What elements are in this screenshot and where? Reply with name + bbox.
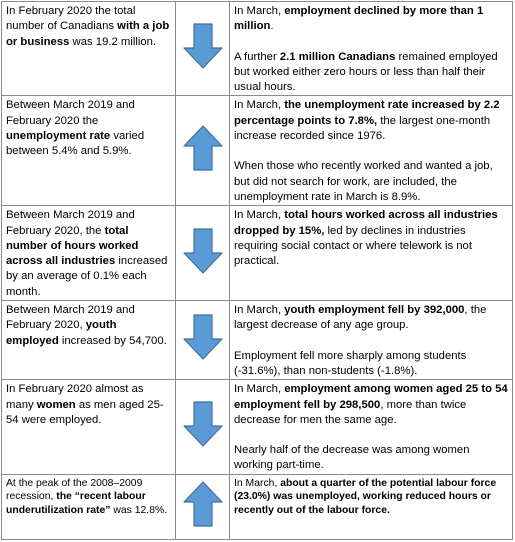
text-run: , more than twice decrease for men the same age. — [234, 398, 467, 426]
text-run: increased by 54,700. — [58, 334, 167, 347]
table-row — [2, 301, 513, 380]
before-cell — [2, 474, 176, 539]
text-run: was 12.8%. — [110, 504, 168, 516]
arrow-up-icon — [183, 125, 223, 171]
text-run: In February 2020 the total number of Canadians — [6, 5, 136, 33]
bold-text: youth employment fell by 392,000 — [284, 304, 465, 317]
text-run: In March, — [234, 477, 281, 489]
march-paragraph — [234, 443, 508, 474]
bold-text: employment declined by more than 1 million — [234, 5, 484, 33]
text-run: In March, — [234, 383, 285, 396]
before-text — [6, 208, 171, 300]
text-run: . — [270, 20, 274, 33]
text-run: as men aged 25-54 were employed. — [6, 398, 164, 426]
march-cell — [230, 2, 513, 96]
march-paragraph — [234, 208, 508, 269]
bold-text: with a job or business — [6, 20, 170, 48]
arrow-down-icon — [183, 23, 223, 69]
bold-text: about a quarter of the potential labour force (23.0%) was unemployed, working reduced hours or recently out of the labour force. — [234, 477, 497, 516]
text-run: In February 2020 almost as many — [6, 383, 144, 411]
trend-cell — [176, 2, 230, 96]
table-row — [2, 206, 513, 301]
table-row — [2, 96, 513, 206]
before-cell — [2, 2, 176, 96]
bold-text: unemployment rate — [6, 130, 111, 143]
before-text — [6, 98, 171, 159]
march-paragraph — [234, 50, 508, 96]
bold-text: employment among women aged 25 to 54 employment fell by 298,500 — [234, 383, 508, 411]
bold-text: total number of hours worked across all industries — [6, 224, 139, 268]
text-run: varied between 5.4% and 5.9%. — [6, 130, 145, 158]
arrow-down-icon — [183, 401, 223, 447]
trend-cell — [176, 301, 230, 380]
before-cell — [2, 96, 176, 206]
march-paragraph — [234, 349, 508, 380]
before-cell — [2, 301, 176, 380]
table-row — [2, 380, 513, 474]
bold-text: women — [36, 398, 76, 411]
march-paragraph — [234, 477, 508, 518]
text-run: increased by an average of 0.1% each month. — [6, 255, 168, 298]
march-cell — [230, 96, 513, 206]
trend-cell — [176, 474, 230, 539]
march-paragraph — [234, 4, 508, 35]
text-run: Between March 2019 and February 2020 the — [6, 99, 135, 127]
before-text — [6, 4, 171, 50]
bold-text: youth employed — [6, 319, 117, 347]
march-cell — [230, 301, 513, 380]
arrow-up-icon — [183, 481, 223, 527]
march-cell — [230, 380, 513, 474]
march-paragraph — [234, 382, 508, 428]
text-run: In March, — [234, 5, 285, 17]
arrow-down-icon — [183, 314, 223, 360]
before-text — [6, 382, 171, 428]
march-paragraph — [234, 159, 508, 205]
before-cell — [2, 380, 176, 474]
text-run: In March, — [234, 209, 285, 222]
march-paragraph — [234, 98, 508, 144]
text-run: Between March 2019 and February 2020, — [6, 304, 135, 332]
text-run: was 19.2 million. — [69, 35, 157, 48]
before-cell — [2, 206, 176, 301]
trend-cell — [176, 206, 230, 301]
text-run: At the peak of the 2008–2009 recession, — [6, 477, 143, 503]
text-run: Nearly half of the decrease was among women working part-time. — [234, 444, 470, 472]
before-text — [6, 477, 171, 518]
arrow-down-icon — [183, 228, 223, 274]
bold-text: the “recent labour underutilization rate” — [6, 491, 146, 516]
before-text — [6, 303, 171, 349]
text-run: When those who recently worked and wanted a job, but did not search for work, are included, the unemployment rate in March is 8.9%. — [234, 160, 493, 203]
bold-text: the unemployment rate increased by 2.2 percentage points to 7.8%, — [234, 99, 500, 127]
text-run: led by declines in industries requiring social contact or where telework is not practical. — [234, 224, 472, 268]
text-run: Employment fell more sharply among students (-31.6%), than non-students (-1.8%). — [234, 349, 467, 377]
labour-comparison-table — [1, 1, 513, 540]
text-run: In March, — [234, 304, 285, 317]
text-run: In March, — [234, 99, 285, 112]
table-row — [2, 2, 513, 96]
text-run: the largest one-month increase recorded since 1976. — [234, 114, 491, 143]
march-paragraph — [234, 303, 508, 334]
bold-text: 2.1 million Canadians — [279, 50, 396, 63]
trend-cell — [176, 380, 230, 474]
text-run: A further — [234, 50, 280, 63]
trend-cell — [176, 96, 230, 206]
march-cell — [230, 474, 513, 539]
table-row — [2, 474, 513, 539]
bold-text: total hours worked across all industries dropped by 15%, — [234, 209, 498, 237]
text-run: , the largest decrease of any age group. — [234, 304, 487, 332]
text-run: Between March 2019 and February 2020, the — [6, 209, 135, 237]
text-run: remained employed but worked either zero hours or less than half their usual hours. — [234, 50, 498, 94]
march-cell — [230, 206, 513, 301]
